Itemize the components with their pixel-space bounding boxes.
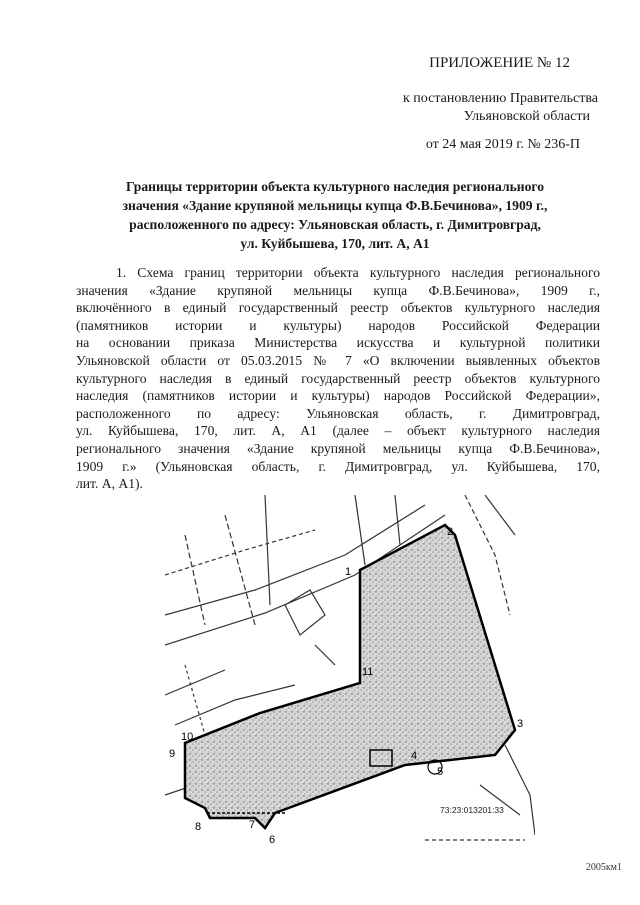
title-line: значения «Здание крупяной мельницы купца Ф.В.Бечинова», 1909 г., bbox=[122, 198, 548, 213]
body-line: на основании приказа Министерства искусства и культурной политики bbox=[76, 335, 600, 351]
resolution-date-number: от 24 мая 2019 г. № 236-П bbox=[425, 137, 580, 152]
point-label: 9 bbox=[169, 748, 176, 760]
title-line: ул. Куйбышева, 170, лит. А, А1 bbox=[240, 236, 430, 251]
body-line: ул. Куйбышева, 170, лит. А, А1 (далее – объект культурного наследия bbox=[76, 423, 600, 439]
point-label: 7 bbox=[249, 819, 256, 831]
point-label: 6 bbox=[269, 834, 276, 846]
document-title bbox=[80, 177, 590, 253]
title-line: Границы территории объекта культурного наследия регионального bbox=[125, 179, 545, 194]
point-label: 8 bbox=[195, 821, 202, 833]
boundary-scheme-map bbox=[165, 495, 535, 865]
point-label: 11 bbox=[362, 666, 374, 678]
title-line: расположенного по адресу: Ульяновская область, г. Димитровград, bbox=[129, 217, 541, 232]
point-label: 4 bbox=[411, 750, 418, 762]
body-paragraph bbox=[76, 264, 600, 493]
body-line: культурного наследия в единый государственный реестр объектов культурного bbox=[76, 370, 600, 386]
body-line: регионального значения «Здание крупяной мельницы купца Ф.В.Бечинова», bbox=[76, 440, 600, 456]
appendix-number: ПРИЛОЖЕНИЕ № 12 bbox=[429, 55, 570, 71]
region-name: Ульяновской области bbox=[463, 109, 590, 124]
point-label: 5 bbox=[437, 766, 444, 778]
body-line: расположенного по адресу: Ульяновская область, г. Димитровград, bbox=[76, 405, 600, 421]
body-line: 1. Схема границ территории объекта культурного наследия регионального bbox=[116, 265, 600, 280]
body-line: лит. А, А1). bbox=[76, 476, 143, 492]
point-label: 2 bbox=[447, 526, 454, 538]
resolution-reference: к постановлению Правительства bbox=[402, 91, 598, 106]
body-line: значения «Здание крупяной мельницы купца Ф.В.Бечинова», 1909 г., bbox=[76, 282, 600, 298]
point-label: 10 bbox=[181, 731, 194, 743]
point-label: 3 bbox=[517, 718, 524, 730]
body-line: наследия (памятников истории и культуры) народов Российской Федерации», bbox=[76, 388, 600, 404]
body-line: Ульяновской области от 05.03.2015 № 7 «О включении выявленных объектов bbox=[76, 352, 600, 368]
body-line: включённого в единый государственный реестр объектов культурного наследия bbox=[76, 300, 600, 316]
body-line: (памятников истории и культуры) народов Российской Федерации bbox=[76, 317, 600, 333]
point-label: 1 bbox=[345, 566, 352, 578]
body-line: 1909 г.» (Ульяновская область, г. Димитровград, ул. Куйбышева, 170, bbox=[76, 458, 600, 474]
cadastral-number: 73:23:013201:33 bbox=[440, 805, 504, 815]
page-stamp: 2005км1 bbox=[585, 862, 622, 873]
